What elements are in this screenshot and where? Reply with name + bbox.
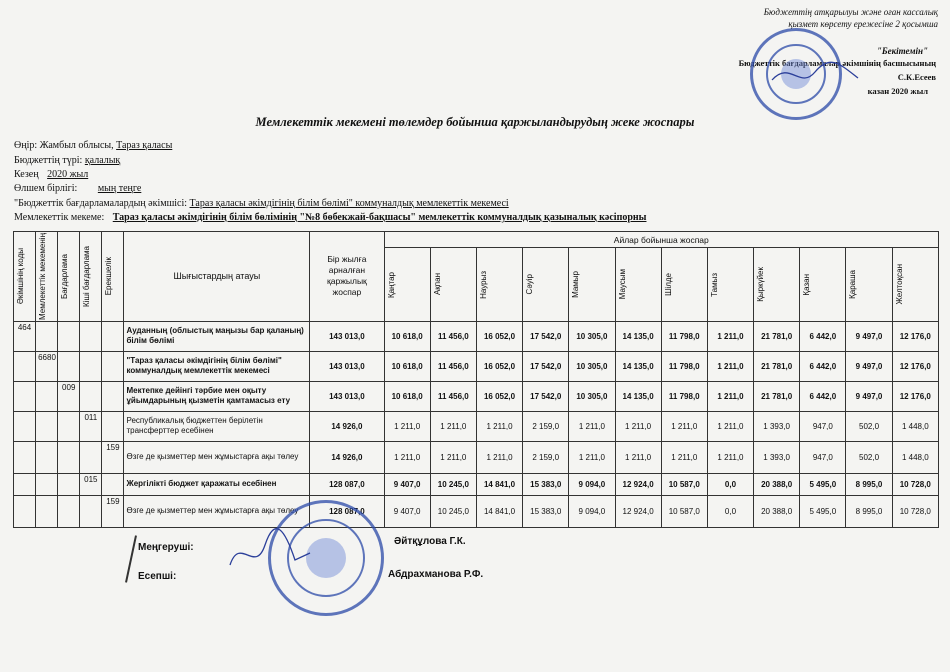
code-cell bbox=[36, 441, 58, 473]
expense-name-cell: Өзге де қызметтер мен жұмыстарға ақы төлеу bbox=[124, 495, 310, 527]
month-value-cell: 9 497,0 bbox=[846, 351, 892, 381]
code-cell bbox=[36, 321, 58, 351]
code-cell: 159 bbox=[102, 441, 124, 473]
month-value-cell: 12 176,0 bbox=[892, 351, 938, 381]
month-value-cell: 10 305,0 bbox=[569, 381, 615, 411]
month-value-cell: 1 211,0 bbox=[707, 411, 753, 441]
code-cell: 464 bbox=[14, 321, 36, 351]
unit-line bbox=[14, 181, 141, 196]
month-header: Қазан bbox=[800, 248, 846, 322]
month-header: Шілде bbox=[661, 248, 707, 322]
financing-plan-table bbox=[13, 231, 939, 528]
code-cell bbox=[36, 473, 58, 495]
month-value-cell: 1 211,0 bbox=[476, 441, 522, 473]
month-value-cell: 16 052,0 bbox=[476, 381, 522, 411]
month-value-cell: 2 159,0 bbox=[523, 441, 569, 473]
month-value-cell: 1 211,0 bbox=[430, 441, 476, 473]
unit-label: Өлшем бірлігі: bbox=[14, 183, 78, 194]
code-cell bbox=[80, 321, 102, 351]
annual-total-cell: 128 087,0 bbox=[310, 473, 384, 495]
month-value-cell: 21 781,0 bbox=[754, 321, 800, 351]
month-value-cell: 10 728,0 bbox=[892, 473, 938, 495]
month-value-cell: 1 211,0 bbox=[707, 441, 753, 473]
month-value-cell: 20 388,0 bbox=[754, 473, 800, 495]
approver-name: С.К.Есеев bbox=[897, 72, 936, 82]
code-cell bbox=[102, 473, 124, 495]
month-value-cell: 14 841,0 bbox=[476, 473, 522, 495]
page-title: Мемлекеттік мекемені төлемдер бойынша қаржыландырудың жеке жоспары bbox=[255, 115, 695, 129]
code-cell bbox=[14, 473, 36, 495]
admin-line bbox=[14, 196, 509, 211]
month-value-cell: 1 211,0 bbox=[615, 411, 661, 441]
code-cell bbox=[58, 473, 80, 495]
month-value-cell: 10 245,0 bbox=[430, 473, 476, 495]
month-header: Желтоқсан bbox=[892, 248, 938, 322]
code-cell bbox=[14, 351, 36, 381]
month-header: Сәуір bbox=[523, 248, 569, 322]
table-row bbox=[14, 473, 939, 495]
month-value-cell: 21 781,0 bbox=[754, 351, 800, 381]
code-cell: 6680 bbox=[36, 351, 58, 381]
month-header: Қаңтар bbox=[384, 248, 430, 322]
period-label: Кезең bbox=[14, 169, 39, 180]
code-cell bbox=[14, 441, 36, 473]
header-specifics: Ерекшелік bbox=[102, 232, 124, 322]
annual-total-cell: 143 013,0 bbox=[310, 381, 384, 411]
code-cell bbox=[102, 351, 124, 381]
header-institution-code: Мемлекеттік мекеменің bbox=[36, 232, 58, 322]
month-value-cell: 9 407,0 bbox=[384, 473, 430, 495]
code-cell bbox=[80, 495, 102, 527]
month-header: Наурыз bbox=[476, 248, 522, 322]
month-value-cell: 0,0 bbox=[707, 495, 753, 527]
head-label: Меңгеруші: bbox=[138, 542, 194, 553]
code-cell bbox=[14, 495, 36, 527]
month-value-cell: 16 052,0 bbox=[476, 351, 522, 381]
code-cell bbox=[80, 441, 102, 473]
month-value-cell: 21 781,0 bbox=[754, 381, 800, 411]
annual-total-cell: 128 087,0 bbox=[310, 495, 384, 527]
budget-type-value: қалалық bbox=[84, 155, 121, 166]
month-value-cell: 1 211,0 bbox=[707, 381, 753, 411]
appendix-line-2: қызмет көрсету ережесіне 2 қосымша bbox=[788, 19, 938, 29]
month-value-cell: 10 305,0 bbox=[569, 321, 615, 351]
month-value-cell: 9 497,0 bbox=[846, 321, 892, 351]
month-header: Мамыр bbox=[569, 248, 615, 322]
code-cell: 009 bbox=[58, 381, 80, 411]
month-value-cell: 1 211,0 bbox=[661, 441, 707, 473]
month-value-cell: 17 542,0 bbox=[523, 321, 569, 351]
month-header: Маусым bbox=[615, 248, 661, 322]
month-value-cell: 9 407,0 bbox=[384, 495, 430, 527]
header-program: Бағдарлама bbox=[58, 232, 80, 322]
month-header: Тамыз bbox=[707, 248, 753, 322]
month-value-cell: 14 841,0 bbox=[476, 495, 522, 527]
head-name: Әйтқұлова Г.К. bbox=[394, 536, 466, 547]
table-row bbox=[14, 321, 939, 351]
header-subprogram: Кіші бағдарлама bbox=[80, 232, 102, 322]
month-value-cell: 17 542,0 bbox=[523, 381, 569, 411]
month-value-cell: 20 388,0 bbox=[754, 495, 800, 527]
month-value-cell: 5 495,0 bbox=[800, 495, 846, 527]
month-value-cell: 14 135,0 bbox=[615, 381, 661, 411]
month-value-cell: 2 159,0 bbox=[523, 411, 569, 441]
month-value-cell: 1 448,0 bbox=[892, 411, 938, 441]
table-row bbox=[14, 381, 939, 411]
code-cell bbox=[58, 495, 80, 527]
month-value-cell: 10 618,0 bbox=[384, 381, 430, 411]
budget-type-label: Бюджеттің түрі: bbox=[14, 155, 83, 166]
month-value-cell: 8 995,0 bbox=[846, 473, 892, 495]
code-cell bbox=[58, 321, 80, 351]
table-row bbox=[14, 441, 939, 473]
header-annual-plan: Бір жылға арналған қаржылық жоспар bbox=[310, 232, 384, 322]
month-value-cell: 14 135,0 bbox=[615, 351, 661, 381]
header-monthly-plan: Айлар бойынша жоспар bbox=[384, 232, 938, 248]
month-value-cell: 0,0 bbox=[707, 473, 753, 495]
expense-name-cell: Республикалық бюджеттен берілетін трансферттер есебінен bbox=[124, 411, 310, 441]
annual-total-cell: 143 013,0 bbox=[310, 351, 384, 381]
month-value-cell: 1 393,0 bbox=[754, 411, 800, 441]
top-signature bbox=[770, 60, 860, 90]
month-value-cell: 8 995,0 bbox=[846, 495, 892, 527]
code-cell bbox=[36, 495, 58, 527]
code-cell bbox=[58, 441, 80, 473]
month-value-cell: 1 211,0 bbox=[707, 351, 753, 381]
code-cell: 159 bbox=[102, 495, 124, 527]
appendix-note bbox=[764, 6, 938, 30]
month-value-cell: 11 798,0 bbox=[661, 381, 707, 411]
month-value-cell: 15 383,0 bbox=[523, 495, 569, 527]
month-value-cell: 1 211,0 bbox=[569, 411, 615, 441]
table-row bbox=[14, 495, 939, 527]
month-value-cell: 1 393,0 bbox=[754, 441, 800, 473]
month-value-cell: 10 305,0 bbox=[569, 351, 615, 381]
table-row bbox=[14, 351, 939, 381]
unit-value: мың теңге bbox=[97, 183, 142, 194]
appendix-line-1: Бюджеттің атқарылуы және оған кассалық bbox=[763, 7, 938, 17]
approve-label: "Бекітемін" bbox=[876, 46, 928, 56]
month-value-cell: 9 094,0 bbox=[569, 473, 615, 495]
code-cell: 011 bbox=[80, 411, 102, 441]
month-value-cell: 1 448,0 bbox=[892, 441, 938, 473]
code-cell bbox=[102, 381, 124, 411]
month-value-cell: 10 245,0 bbox=[430, 495, 476, 527]
month-value-cell: 5 495,0 bbox=[800, 473, 846, 495]
table-row bbox=[14, 411, 939, 441]
region-line bbox=[14, 138, 172, 153]
annual-total-cell: 14 926,0 bbox=[310, 441, 384, 473]
admin-label: "Бюджеттік бағдарламалардың әкімшісі: bbox=[14, 198, 188, 209]
period-line bbox=[14, 167, 88, 182]
signature-divider bbox=[125, 535, 137, 582]
month-value-cell: 11 456,0 bbox=[430, 351, 476, 381]
month-value-cell: 12 924,0 bbox=[615, 495, 661, 527]
accountant-name: Абдрахманова Р.Ф. bbox=[388, 569, 484, 580]
institution-label: Мемлекеттік мекеме: bbox=[14, 212, 105, 223]
budget-type-line bbox=[14, 153, 120, 168]
code-cell bbox=[102, 411, 124, 441]
month-value-cell: 10 618,0 bbox=[384, 351, 430, 381]
expense-name-cell: Өзге де қызметтер мен жұмыстарға ақы төлеу bbox=[124, 441, 310, 473]
month-value-cell: 11 798,0 bbox=[661, 321, 707, 351]
head-signature bbox=[225, 525, 315, 585]
header-expense-name: Шығыстардың атауы bbox=[124, 232, 310, 322]
month-value-cell: 9 094,0 bbox=[569, 495, 615, 527]
institution-line bbox=[14, 210, 646, 225]
month-value-cell: 11 456,0 bbox=[430, 381, 476, 411]
month-value-cell: 10 587,0 bbox=[661, 495, 707, 527]
month-value-cell: 12 176,0 bbox=[892, 381, 938, 411]
approver-date: казан 2020 жыл bbox=[867, 86, 928, 96]
month-value-cell: 1 211,0 bbox=[569, 441, 615, 473]
month-value-cell: 6 442,0 bbox=[800, 321, 846, 351]
annual-total-cell: 143 013,0 bbox=[310, 321, 384, 351]
month-value-cell: 1 211,0 bbox=[384, 441, 430, 473]
month-value-cell: 12 176,0 bbox=[892, 321, 938, 351]
month-value-cell: 11 456,0 bbox=[430, 321, 476, 351]
month-value-cell: 6 442,0 bbox=[800, 351, 846, 381]
code-cell bbox=[36, 411, 58, 441]
month-value-cell: 10 728,0 bbox=[892, 495, 938, 527]
code-cell bbox=[102, 321, 124, 351]
month-value-cell: 10 587,0 bbox=[661, 473, 707, 495]
month-value-cell: 10 618,0 bbox=[384, 321, 430, 351]
month-value-cell: 15 383,0 bbox=[523, 473, 569, 495]
accountant-label: Есепші: bbox=[138, 571, 177, 582]
month-value-cell: 12 924,0 bbox=[615, 473, 661, 495]
admin-value: Тараз қаласы әкімдігінің білім бөлімі" коммуналдық мемлекеттік мекемесі bbox=[189, 198, 509, 209]
city-value: Тараз қаласы bbox=[116, 140, 173, 151]
month-value-cell: 947,0 bbox=[800, 411, 846, 441]
code-cell bbox=[58, 411, 80, 441]
expense-name-cell: Ауданның (облыстық маңызы бар қаланың) білім бөлімі bbox=[124, 321, 310, 351]
code-cell bbox=[14, 411, 36, 441]
code-cell: 015 bbox=[80, 473, 102, 495]
expense-name-cell: Мектепке дейінгі тәрбие мен оқыту ұйымдарының қызметін қамтамасыз ету bbox=[124, 381, 310, 411]
approver-role: Бюджеттік бағдарламалар әкімшінің басшысының bbox=[738, 58, 936, 68]
month-value-cell: 16 052,0 bbox=[476, 321, 522, 351]
month-value-cell: 1 211,0 bbox=[615, 441, 661, 473]
month-value-cell: 947,0 bbox=[800, 441, 846, 473]
month-value-cell: 1 211,0 bbox=[707, 321, 753, 351]
region-label: Өңір: bbox=[14, 140, 38, 151]
code-cell bbox=[36, 381, 58, 411]
month-value-cell: 17 542,0 bbox=[523, 351, 569, 381]
annual-total-cell: 14 926,0 bbox=[310, 411, 384, 441]
month-header: Қараша bbox=[846, 248, 892, 322]
month-value-cell: 1 211,0 bbox=[476, 411, 522, 441]
period-value: 2020 жыл bbox=[47, 169, 89, 180]
month-header: Қыркүйек bbox=[754, 248, 800, 322]
expense-name-cell: Жергілікті бюджет қаражаты есебінен bbox=[124, 473, 310, 495]
code-cell bbox=[80, 381, 102, 411]
month-header: Ақпан bbox=[430, 248, 476, 322]
month-value-cell: 9 497,0 bbox=[846, 381, 892, 411]
month-value-cell: 1 211,0 bbox=[430, 411, 476, 441]
month-value-cell: 502,0 bbox=[846, 441, 892, 473]
header-admin-code: Әкімшінің коды bbox=[14, 232, 36, 322]
month-value-cell: 14 135,0 bbox=[615, 321, 661, 351]
code-cell bbox=[14, 381, 36, 411]
code-cell bbox=[58, 351, 80, 381]
month-value-cell: 1 211,0 bbox=[661, 411, 707, 441]
code-cell bbox=[80, 351, 102, 381]
month-value-cell: 11 798,0 bbox=[661, 351, 707, 381]
month-value-cell: 1 211,0 bbox=[384, 411, 430, 441]
institution-value: Тараз қаласы әкімдігінің білім бөлімінің "№8 бөбекжай-бақшасы" мемлекеттік коммуналдық қазыналық кәсіпорны bbox=[112, 212, 647, 223]
region-value: Жамбыл облысы, bbox=[39, 140, 114, 151]
month-value-cell: 502,0 bbox=[846, 411, 892, 441]
expense-name-cell: "Тараз қаласы әкімдігінің білім бөлімі" коммуналдық мемлекеттік мекемесі bbox=[124, 351, 310, 381]
month-value-cell: 6 442,0 bbox=[800, 381, 846, 411]
